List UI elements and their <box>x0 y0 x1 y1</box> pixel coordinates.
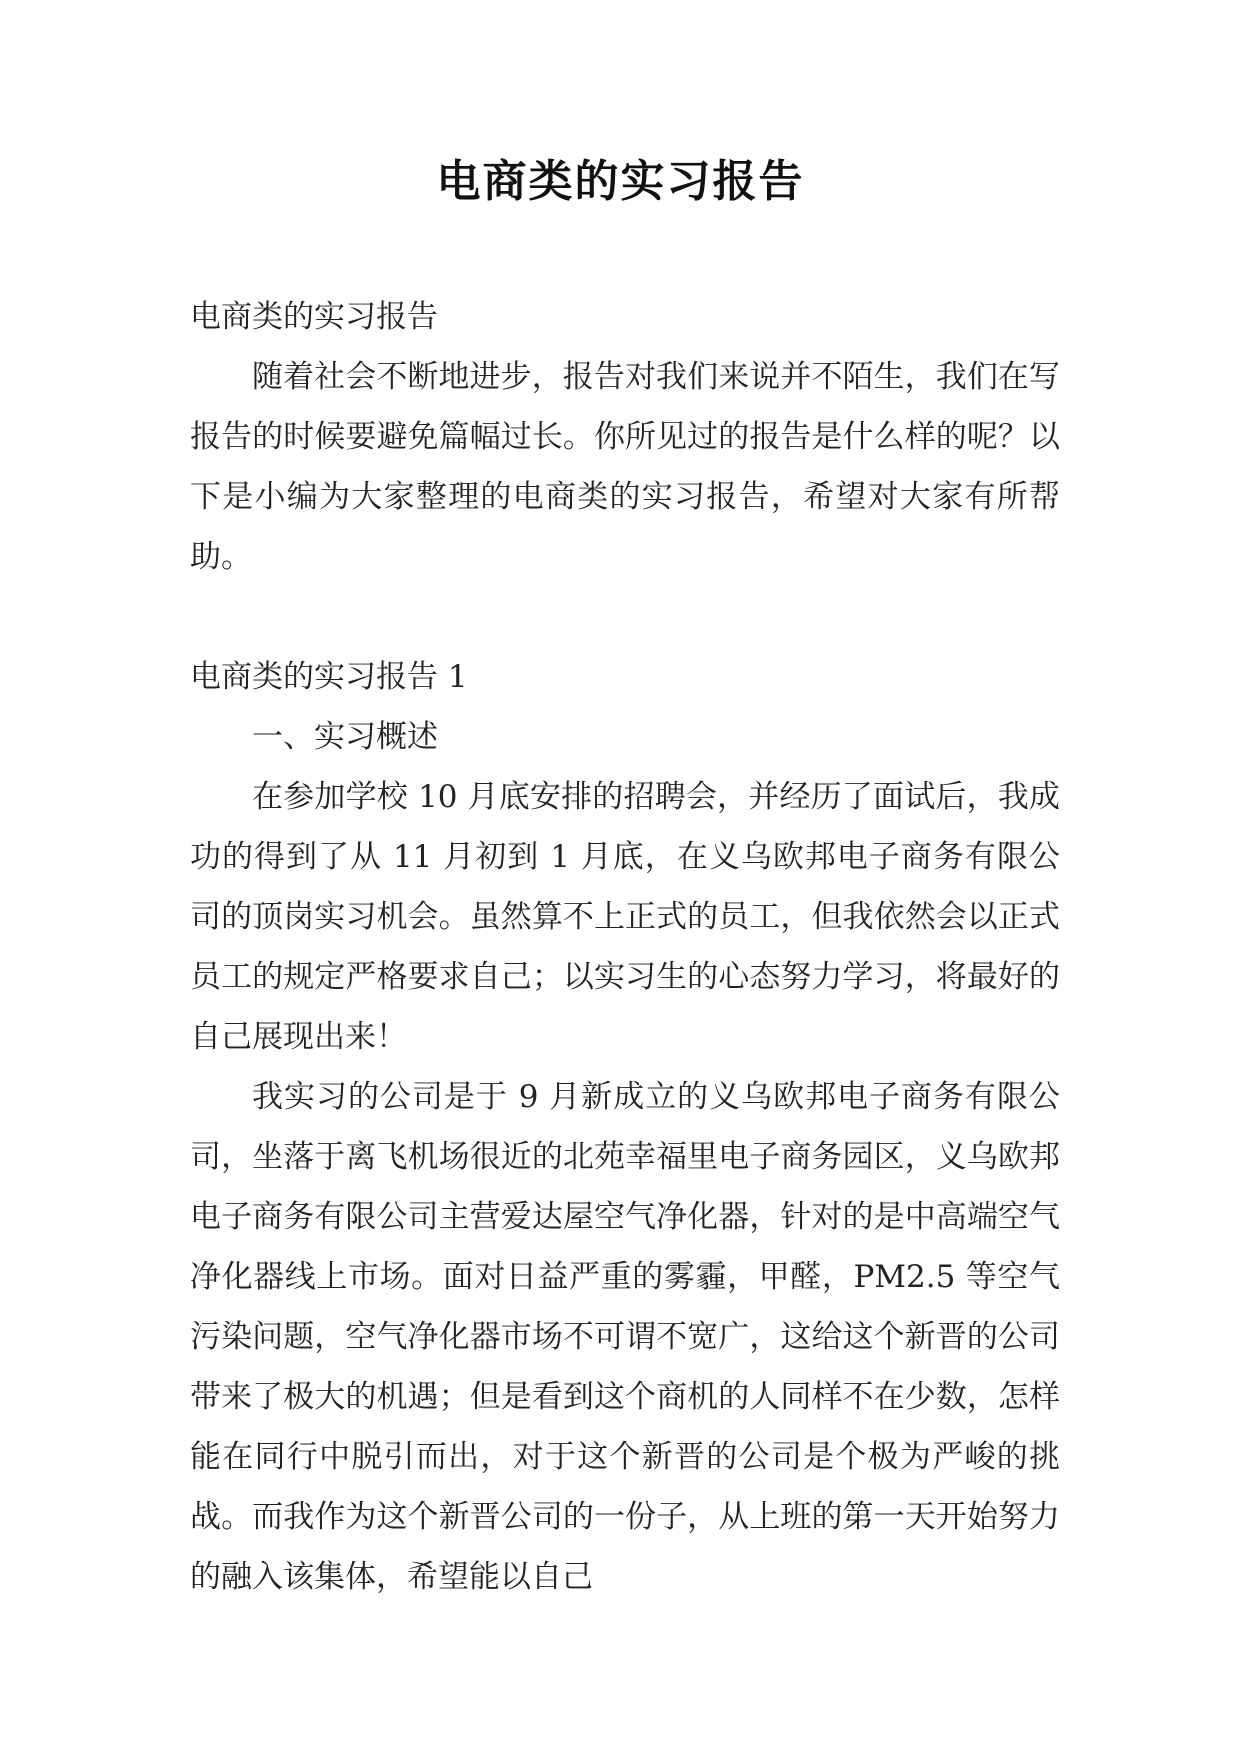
intro-paragraph: 随着社会不断地进步，报告对我们来说并不陌生，我们在写报告的时候要避免篇幅过长。你所见过的报告是什么样的呢？以下是小编为大家整理的电商类的实习报告，希望对大家有所帮助。 <box>190 359 1060 575</box>
document-body <box>190 287 1060 1607</box>
document-title: 电商类的实习报告 <box>436 156 805 207</box>
body-paragraph-1: 在参加学校 10 月底安排的招聘会，并经历了面试后，我成功的得到了从 11 月初到 1 月底，在义乌欧邦电子商务有限公司的顶岗实习机会。虽然算不上正式的员工，但我依然会以正式员工的规定严格要求自己；以实习生的心态努力学习，将最好的自己展现出来！ <box>190 779 1060 1055</box>
intro-heading: 电商类的实习报告 <box>190 299 438 335</box>
body-paragraph-2: 我实习的公司是于 9 月新成立的义乌欧邦电子商务有限公司，坐落于离飞机场很近的北苑幸福里电子商务园区，义乌欧邦电子商务有限公司主营爱达屋空气净化器，针对的是中高端空气净化器线上市场。面对日益严重的雾霾，甲醛，PM2.5 等空气污染问题，空气净化器市场不可谓不宽广，这给这个新晋的公司带来了极大的机遇；但是看到这个商机的人同样不在少数，怎样能在同行中脱引而出，对于这个新晋的公司是个极为严峻的挑战。而我作为这个新晋公司的一份子，从上班的第一天开始努力的融入该集体，希望能以自己 <box>190 1079 1060 1595</box>
section-spacer <box>190 587 1060 647</box>
subsection-heading: 一、实习概述 <box>252 719 438 755</box>
section-heading: 电商类的实习报告 1 <box>190 659 468 695</box>
